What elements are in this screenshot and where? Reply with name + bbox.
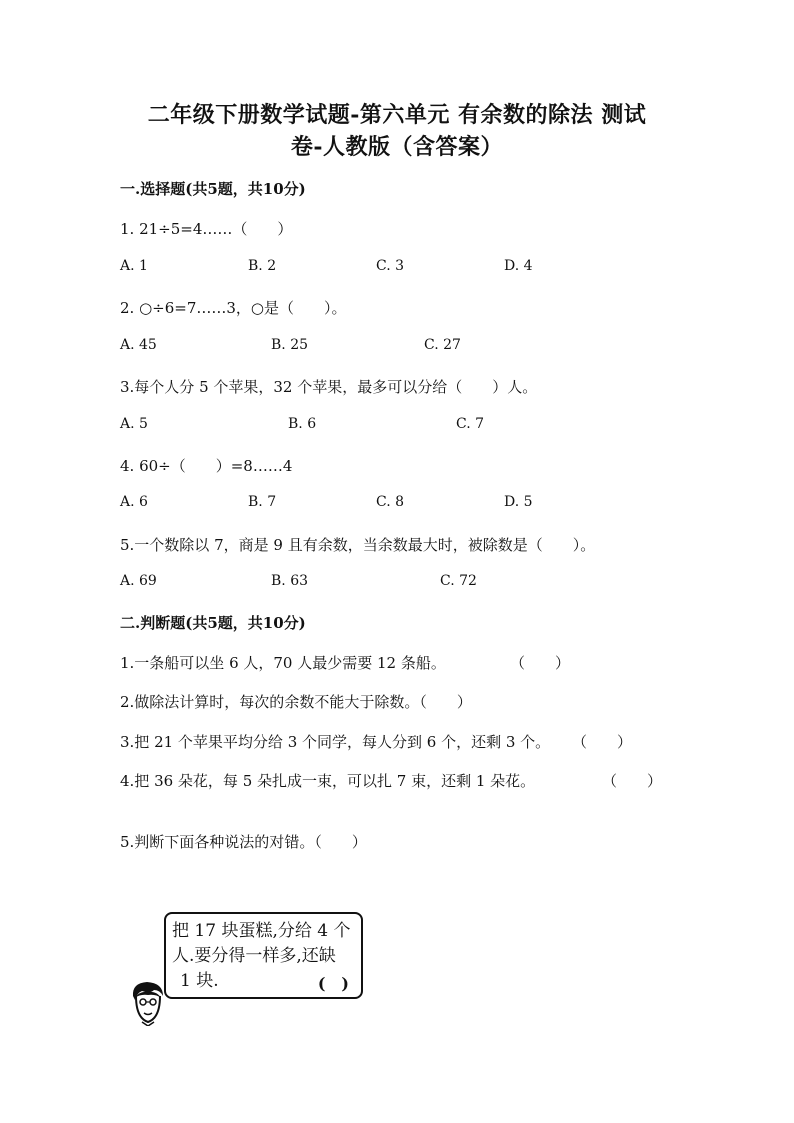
s2-q1-answer-blank: （ ） bbox=[510, 654, 571, 672]
s1-q3-option-c: C. 7 bbox=[456, 416, 485, 432]
s2-question-2: 2.做除法计算时，每次的余数不能大于除数。（ ） bbox=[120, 693, 472, 711]
s1-q3-option-b: B. 6 bbox=[288, 416, 317, 432]
s1-q3-option-a: A. 5 bbox=[120, 416, 148, 432]
bubble-line-3: 1 块. bbox=[180, 971, 219, 991]
s1-question-5: 5.一个数除以 7，商是 9 且有余数，当余数最大时，被除数是（ ）。 bbox=[120, 536, 596, 554]
s1-q4-option-b: B. 7 bbox=[248, 494, 277, 510]
s2-question-4: 4.把 36 朵花，每 5 朵扎成一束，可以扎 7 束，还剩 1 朵花。 bbox=[120, 772, 536, 790]
s1-q1-option-b: B. 2 bbox=[248, 258, 277, 274]
page-title-line2: 卷-人教版（含答案） bbox=[290, 134, 504, 160]
s2-q3-answer-blank: （ ） bbox=[572, 733, 633, 751]
s1-q1-option-d: D. 4 bbox=[504, 258, 533, 274]
s1-q2-option-b: B. 25 bbox=[271, 337, 309, 353]
s2-q4-answer-blank: （ ） bbox=[602, 772, 663, 790]
s2-question-5: 5.判断下面各种说法的对错。（ ） bbox=[120, 833, 367, 851]
s1-q5-option-b: B. 63 bbox=[271, 573, 309, 589]
section2-heading: 二.判断题(共5题，共10分) bbox=[120, 614, 306, 632]
s1-q4-option-c: C. 8 bbox=[376, 494, 405, 510]
section1-heading: 一.选择题(共5题，共10分) bbox=[120, 180, 306, 198]
bubble-line-2: 人.要分得一样多,还缺 bbox=[172, 946, 336, 966]
s1-q1-option-c: C. 3 bbox=[376, 258, 405, 274]
bubble-answer-paren: ( ) bbox=[317, 974, 349, 993]
s1-q1-option-a: A. 1 bbox=[120, 258, 148, 274]
s1-q2-option-a: A. 45 bbox=[120, 337, 157, 353]
boy-face-icon bbox=[130, 980, 166, 1026]
s1-q4-option-a: A. 6 bbox=[120, 494, 148, 510]
page-title-line1: 二年级下册数学试题-第六单元 有余数的除法 测试 bbox=[147, 102, 647, 128]
s1-q2-option-c: C. 27 bbox=[424, 337, 461, 353]
s1-q5-option-c: C. 72 bbox=[440, 573, 477, 589]
s1-question-3: 3.每个人分 5 个苹果，32 个苹果，最多可以分给（ ）人。 bbox=[120, 378, 538, 396]
s1-q5-option-a: A. 69 bbox=[120, 573, 157, 589]
s1-question-2: 2. ○÷6=7……3，○是（ ）。 bbox=[120, 299, 347, 317]
speech-bubble bbox=[164, 912, 363, 999]
s1-question-4: 4. 60÷（ ）=8……4 bbox=[120, 457, 293, 475]
bubble-line-1: 把 17 块蛋糕,分给 4 个 bbox=[172, 921, 351, 941]
s1-question-1: 1. 21÷5=4……（ ） bbox=[120, 220, 293, 238]
s2-question-1: 1.一条船可以坐 6 人，70 人最少需要 12 条船。 bbox=[120, 654, 446, 672]
s1-q4-option-d: D. 5 bbox=[504, 494, 533, 510]
s2-question-3: 3.把 21 个苹果平均分给 3 个同学，每人分到 6 个，还剩 3 个。 bbox=[120, 733, 551, 751]
